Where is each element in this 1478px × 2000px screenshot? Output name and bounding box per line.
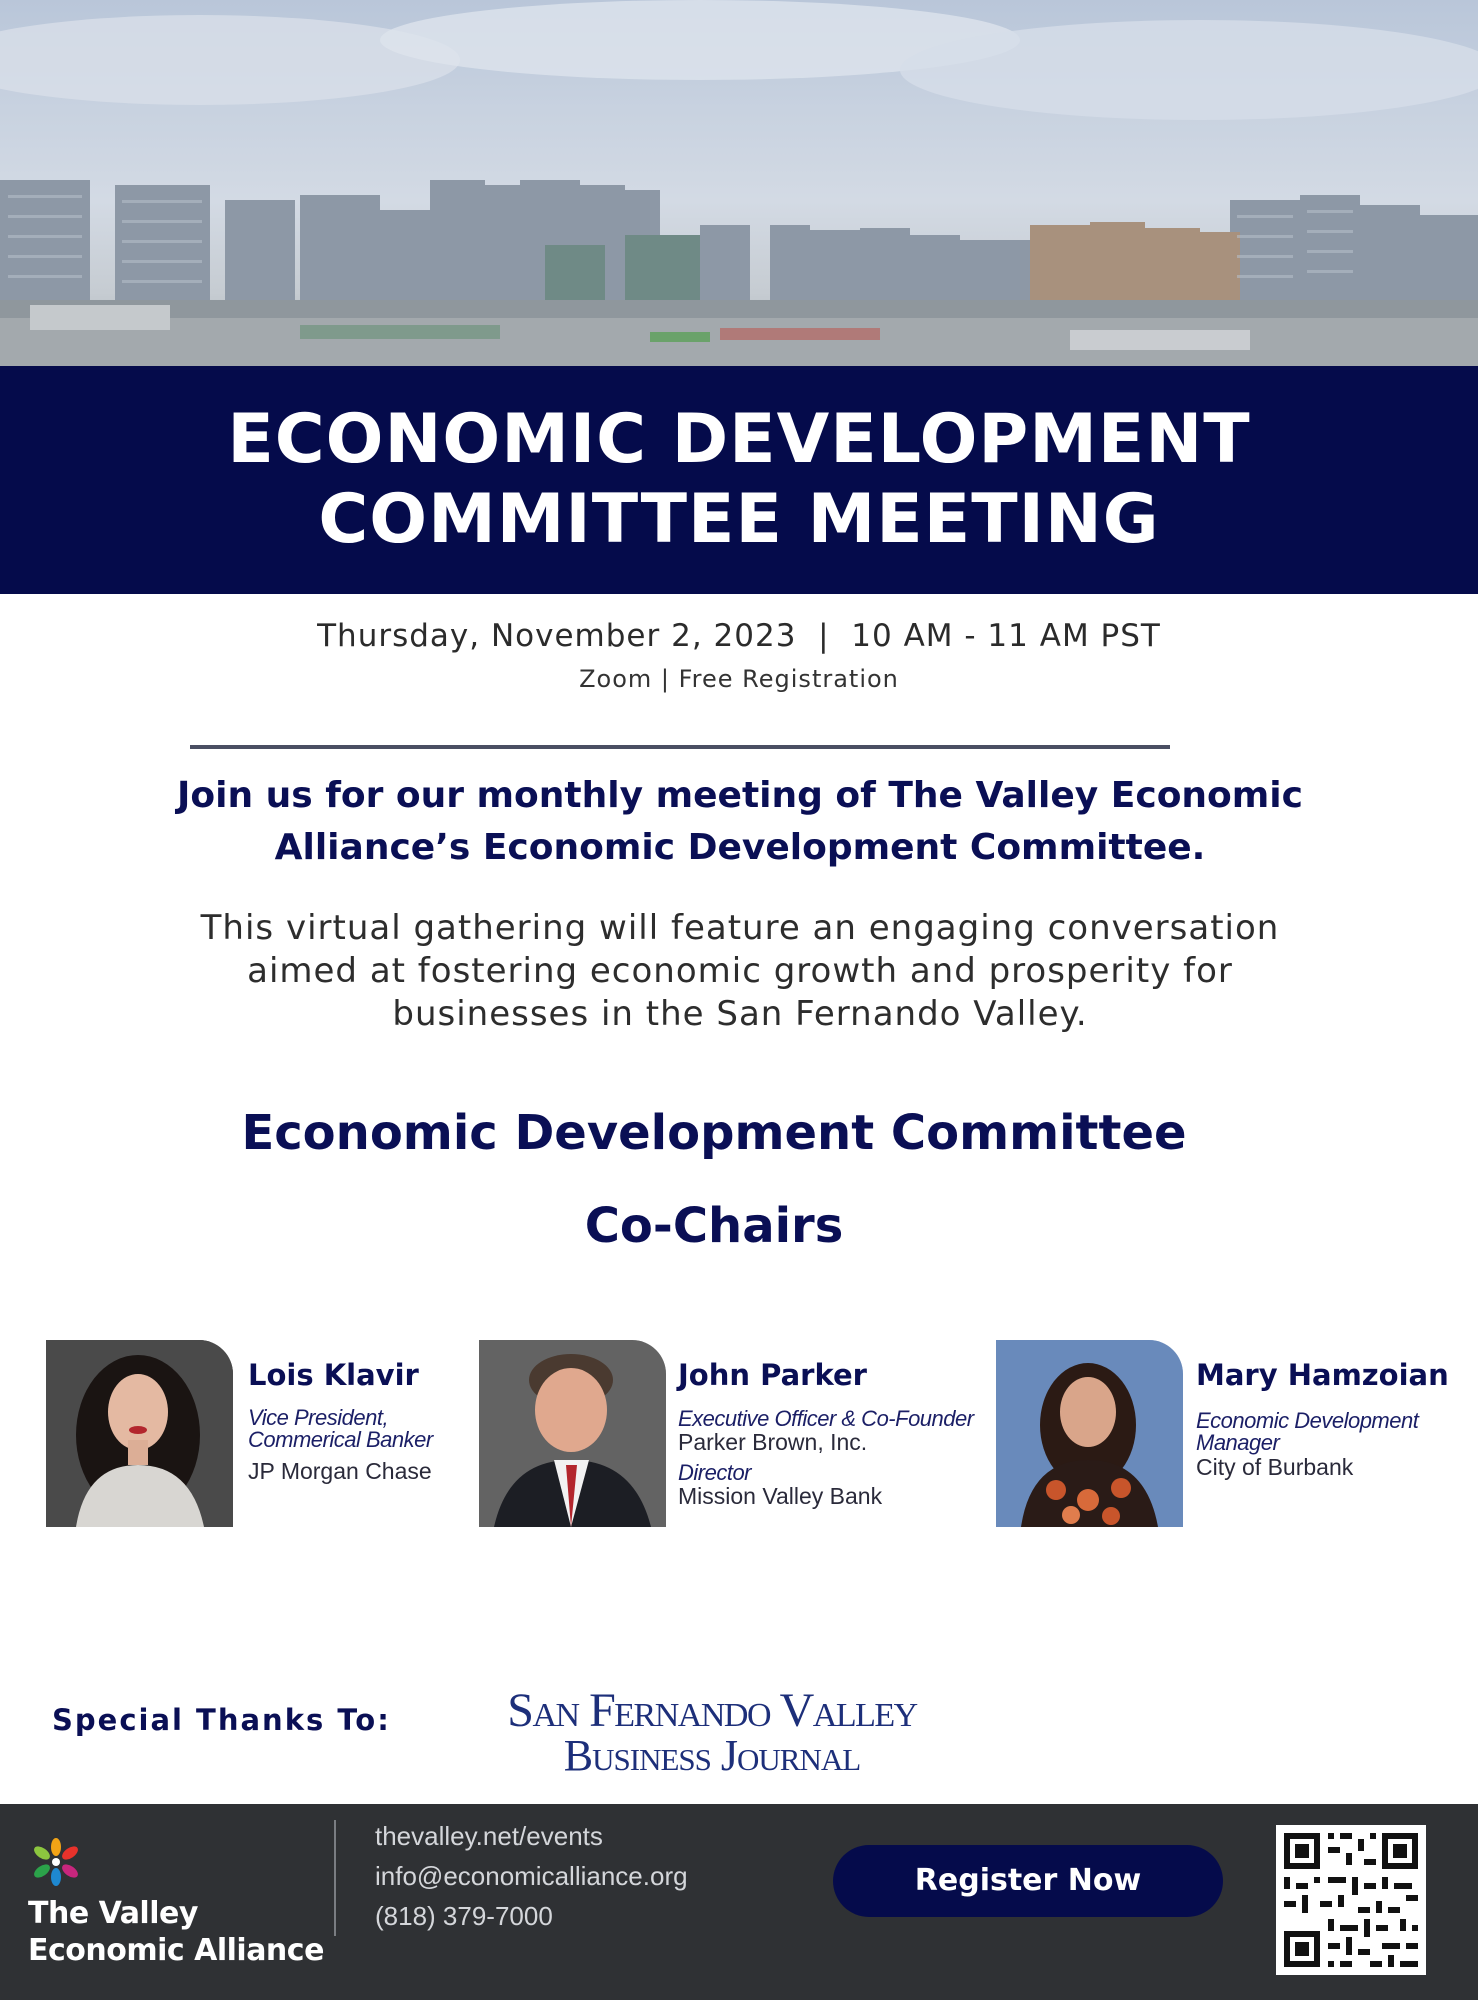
pinwheel-logo-icon [26, 1837, 86, 1887]
website-link[interactable]: thevalley.net/events [375, 1821, 603, 1851]
logo-text-line-1: The Valley [28, 1896, 198, 1931]
sponsor-logo-line-2: Business Journal [563, 1731, 861, 1780]
cochair-org: City of Burbank [1196, 1454, 1354, 1480]
intro-line-2: Alliance’s Economic Development Committee. [274, 827, 1206, 868]
cochair-org: Mission Valley Bank [678, 1483, 883, 1509]
event-title-line-1: ECONOMIC DEVELOPMENT [227, 400, 1251, 479]
cochair-role: Economic Development [1196, 1408, 1419, 1433]
section-heading-line-2: Co-Chairs [584, 1198, 844, 1254]
footer-separator [334, 1820, 336, 1936]
cochair-role: Director [678, 1460, 752, 1485]
footer [0, 1804, 1478, 2000]
cochair-org: JP Morgan Chase [248, 1458, 432, 1484]
cochair-role: Commerical Banker [248, 1427, 433, 1452]
phone-number[interactable]: (818) 379-7000 [375, 1901, 553, 1931]
register-now-button[interactable]: Register Now [833, 1845, 1223, 1917]
event-venue: Zoom | Free Registration [579, 665, 899, 693]
description-line-1: This virtual gathering will feature an engaging conversation [200, 908, 1280, 948]
description-line-2: aimed at fostering economic growth and prosperity for [247, 951, 1233, 991]
qr-code-icon[interactable] [1276, 1825, 1426, 1975]
section-heading-line-1: Economic Development Committee [241, 1105, 1187, 1161]
event-date-time: Thursday, November 2, 2023 | 10 AM - 11 AM PST [317, 618, 1161, 654]
cochair-role: Vice President, [248, 1405, 389, 1430]
cochair-name: Lois Klavir [248, 1358, 419, 1392]
description-line-3: businesses in the San Fernando Valley. [392, 994, 1088, 1034]
intro-line-1: Join us for our monthly meeting of The Valley Economic [177, 775, 1303, 816]
email-link[interactable]: info@economicalliance.org [375, 1861, 688, 1891]
sponsor-logo-line-1: San Fernando Valley [507, 1684, 917, 1737]
divider [190, 745, 1170, 749]
logo-text-line-2: Economic Alliance [28, 1933, 324, 1968]
cochair-name: Mary Hamzoian [1196, 1358, 1449, 1392]
cochair-role: Manager [1196, 1430, 1280, 1455]
cochair-role: Executive Officer & Co-Founder [678, 1406, 974, 1431]
event-title-line-2: COMMITTEE MEETING [318, 480, 1160, 559]
john-parker-photo [479, 1340, 666, 1527]
cochair-org: Parker Brown, Inc. [678, 1429, 868, 1455]
mary-hamzoian-photo [996, 1340, 1183, 1527]
special-thanks-label: Special Thanks To: [52, 1703, 391, 1737]
lois-klavir-photo [46, 1340, 233, 1527]
hero-skyline-image [0, 0, 1478, 366]
cochair-name: John Parker [678, 1358, 867, 1392]
